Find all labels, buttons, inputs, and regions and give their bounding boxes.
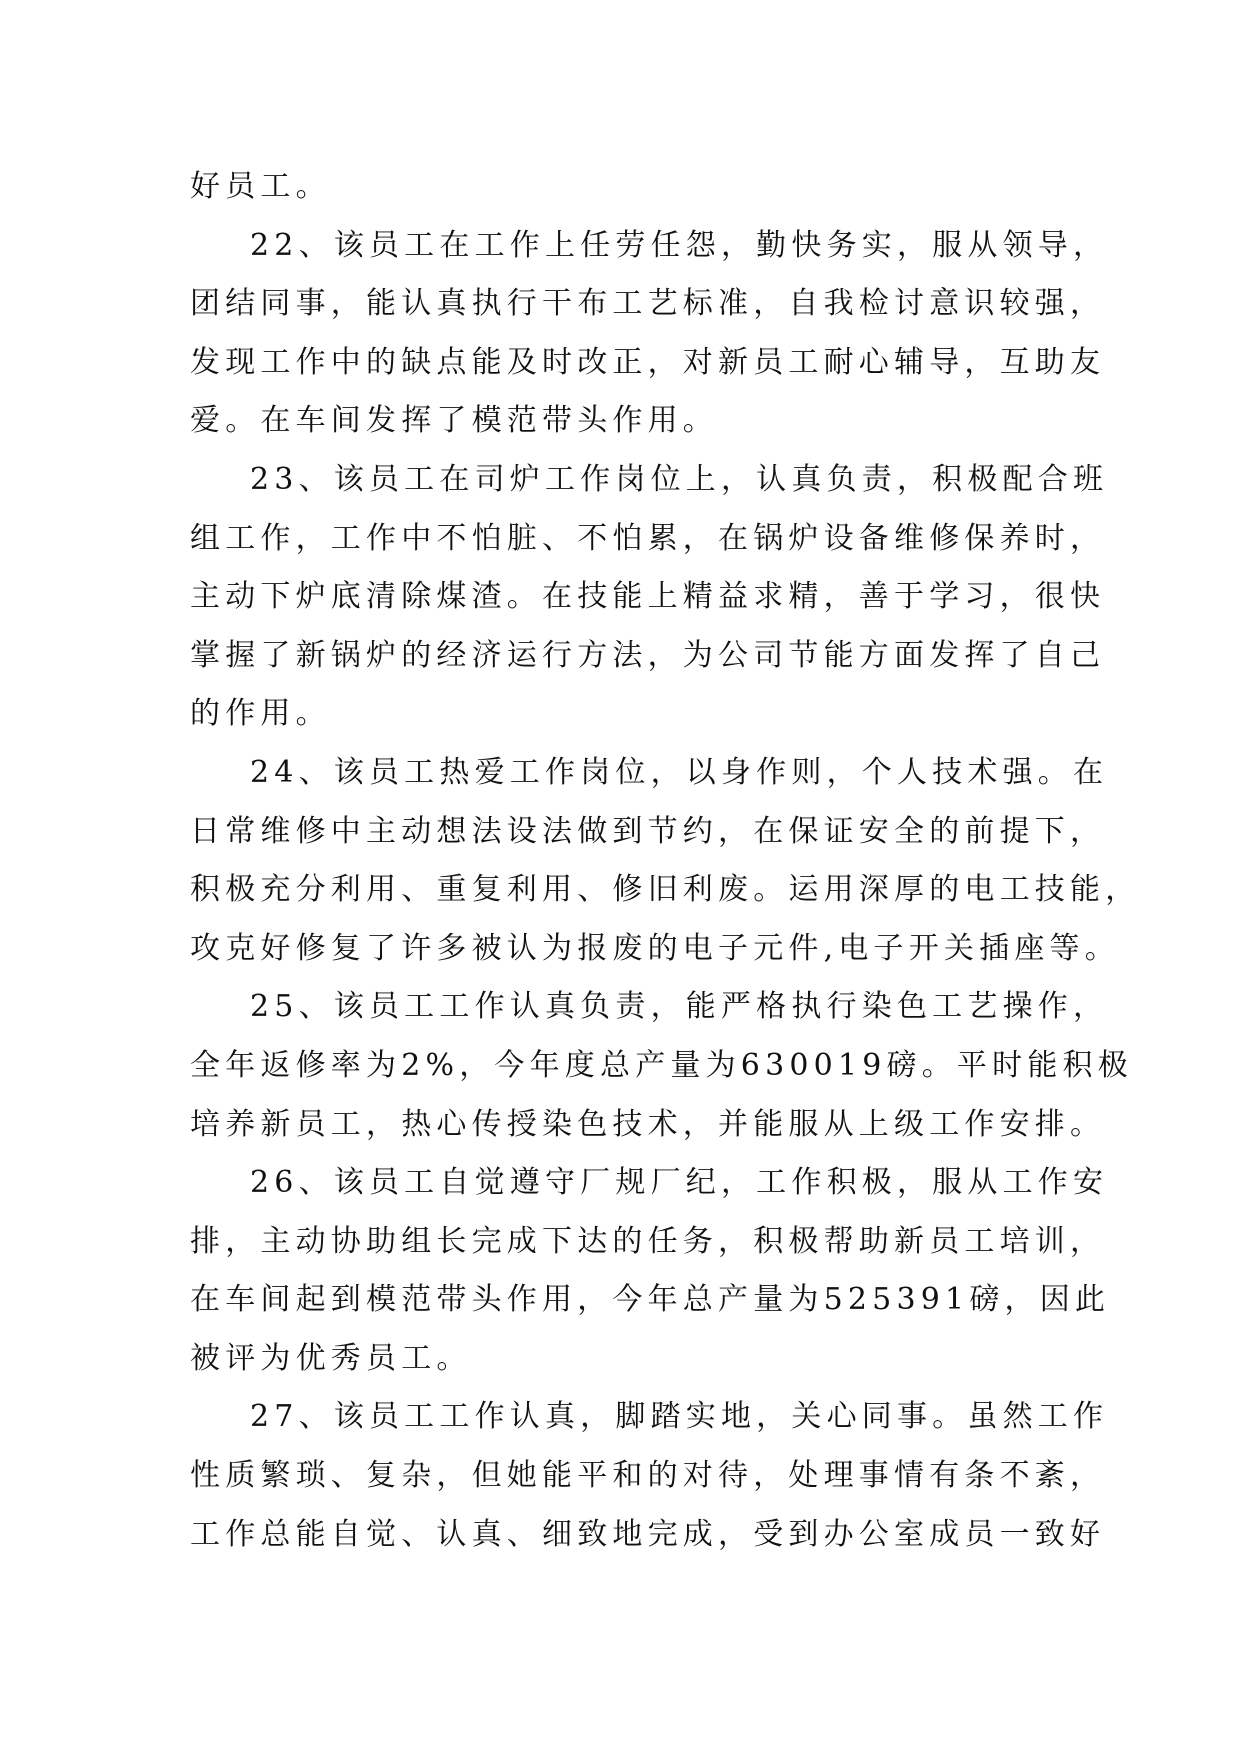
text-line: 团结同事，能认真执行干布工艺标准，自我检讨意识较强， bbox=[190, 286, 1106, 322]
text-line: 24、该员工热爱工作岗位，以身作则，个人技术强。在 bbox=[250, 754, 1109, 790]
text-line: 全年返修率为2%，今年度总产量为630019磅。平时能积极 bbox=[190, 1047, 1133, 1083]
text-line: 积极充分利用、重复利用、修旧利废。运用深厚的电工技能， bbox=[190, 872, 1141, 908]
text-line: 排，主动协助组长完成下达的任务，积极帮助新员工培训， bbox=[190, 1223, 1106, 1259]
text-line: 掌握了新锅炉的经济运行方法，为公司节能方面发挥了自己 bbox=[190, 637, 1106, 673]
text-line: 25、该员工工作认真负责，能严格执行染色工艺操作， bbox=[250, 989, 1109, 1025]
text-line: 主动下炉底清除煤渣。在技能上精益求精，善于学习，很快 bbox=[190, 579, 1106, 615]
text-line: 在车间起到模范带头作用，今年总产量为525391磅，因此 bbox=[190, 1282, 1111, 1318]
text-line: 被评为优秀员工。 bbox=[190, 1340, 472, 1376]
text-line: 爱。在车间发挥了模范带头作用。 bbox=[190, 403, 718, 439]
text-line: 22、该员工在工作上任劳任怨，勤快务实，服从领导， bbox=[250, 227, 1109, 263]
text-line: 好员工。 bbox=[190, 169, 331, 204]
text-line: 的作用。 bbox=[190, 696, 331, 732]
text-line: 组工作，工作中不怕脏、不怕累，在锅炉设备维修保养时， bbox=[190, 520, 1106, 556]
text-line: 性质繁琐、复杂，但她能平和的对待，处理事情有条不紊， bbox=[190, 1458, 1106, 1494]
text-line: 发现工作中的缺点能及时改正，对新员工耐心辅导，互助友 bbox=[190, 344, 1106, 380]
text-line: 26、该员工自觉遵守厂规厂纪，工作积极，服从工作安 bbox=[250, 1165, 1109, 1201]
text-line: 27、该员工工作认真，脚踏实地，关心同事。虽然工作 bbox=[250, 1399, 1109, 1435]
text-line: 日常维修中主动想法设法做到节约，在保证安全的前提下， bbox=[190, 813, 1106, 849]
text-line: 工作总能自觉、认真、细致地完成，受到办公室成员一致好 bbox=[190, 1516, 1106, 1552]
text-line: 23、该员工在司炉工作岗位上，认真负责，积极配合班 bbox=[250, 461, 1109, 497]
text-line: 攻克好修复了许多被认为报废的电子元件,电子开关插座等。 bbox=[190, 930, 1120, 966]
document-body bbox=[190, 158, 1141, 1564]
text-line: 培养新员工，热心传授染色技术，并能服从上级工作安排。 bbox=[190, 1106, 1106, 1142]
